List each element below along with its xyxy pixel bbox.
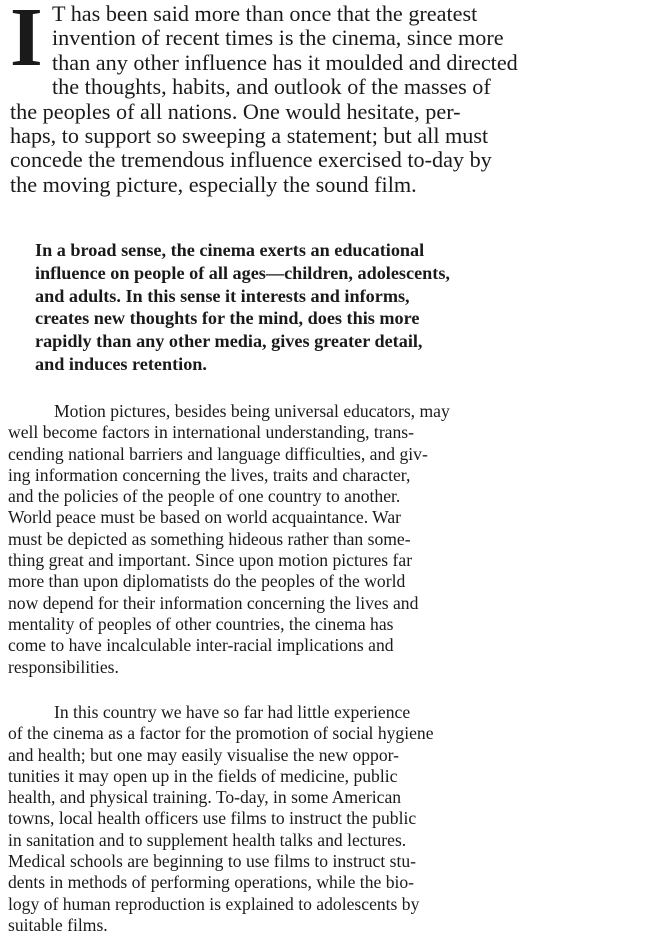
intro-line: the thoughts, habits, and outlook of the masses of (52, 74, 491, 100)
intro-line: the moving picture, especially the sound film. (10, 171, 417, 197)
body-line: come to have incalculable inter-racial implications and (8, 635, 394, 656)
body-line: thing great and important. Since upon motion pictures far (8, 550, 413, 571)
drop-cap: I (10, 2, 43, 76)
body-line: logy of human reproduction is explained to adolescents by (8, 893, 420, 914)
body-line: well become factors in international understanding, trans- (8, 422, 414, 443)
intro-line: the peoples of all nations. One would hesitate, per- (10, 98, 461, 124)
body-line: tunities it may open up in the fields of medicine, public (8, 765, 398, 786)
body-line: towns, local health officers use films to instruct the public (8, 808, 417, 829)
body-line: now depend for their information concerning the lives and (8, 592, 419, 613)
intro-line: concede the tremendous influence exercised to-day by (10, 147, 492, 173)
intro-line: haps, to support so sweeping a statement; but all must (10, 123, 489, 149)
pull-quote-line: and induces retention. (35, 353, 207, 374)
pull-quote-line: and adults. In this sense it interests and informs, (35, 285, 410, 306)
pull-quote-line: In a broad sense, the cinema exerts an educational (35, 240, 425, 260)
intro-line: invention of recent times is the cinema, since more (52, 25, 504, 51)
body-line: Medical schools are beginning to use films to instruct stu- (8, 851, 417, 872)
body-line: mentality of peoples of other countries, the cinema has (8, 613, 394, 634)
pull-quote-line: influence on people of all ages—children, adolescents, (35, 262, 450, 283)
body-line: health, and physical training. To-day, in some American (8, 787, 402, 808)
body-line: ing information concerning the lives, traits and character, (8, 464, 411, 485)
pull-quote-line: creates new thoughts for the mind, does this more (35, 308, 420, 329)
body-line: World peace must be based on world acquaintance. War (8, 507, 402, 528)
body-line: and health; but one may easily visualise the new oppor- (8, 744, 400, 765)
body-line: and the policies of the people of one country to another. (8, 486, 401, 507)
body-line: must be depicted as something hideous rather than some- (8, 528, 411, 549)
body-line: of the cinema as a factor for the promotion of social hygiene (8, 723, 434, 744)
body-line: more than upon diplomatists do the peoples of the world (8, 571, 406, 592)
pull-quote (35, 239, 635, 376)
body-paragraph-social-hygiene (8, 702, 656, 936)
pull-quote-line: rapidly than any other media, gives greater detail, (35, 331, 423, 352)
body-line: responsibilities. (8, 656, 119, 677)
body-line: in sanitation and to supplement health talks and lectures. (8, 829, 407, 850)
body-line: suitable films. (8, 914, 108, 935)
intro-line: than any other influence has it moulded and directed (52, 49, 518, 75)
intro-paragraph (10, 2, 656, 197)
body-line: dents in methods of performing operations, while the bio- (8, 872, 415, 893)
body-paragraph-motion-pictures (8, 401, 656, 678)
body-line: In this country we have so far had little experience (54, 702, 411, 722)
body-line: Motion pictures, besides being universal educators, may (54, 401, 450, 421)
intro-line: T has been said more than once that the greatest (52, 1, 478, 26)
body-line: cending national barriers and language difficulties, and giv- (8, 443, 428, 464)
